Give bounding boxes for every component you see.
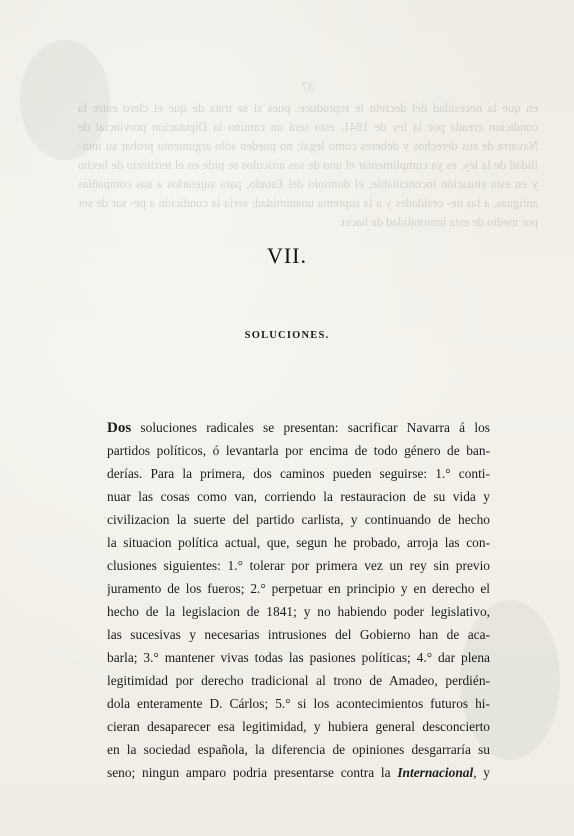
paper-stain xyxy=(20,40,110,160)
text-line-content: clusiones siguientes: 1.° tolerar por primera vez un rey sin previo xyxy=(107,558,490,573)
text-line xyxy=(107,508,490,531)
text-line-content: cieran desaparecer esa legitimidad, y hubiera general desconcierto xyxy=(107,719,490,734)
italic-term: Internacional xyxy=(397,765,474,780)
text-line xyxy=(107,761,490,784)
text-line-content: juramento de los fueros; 2.° perpetuar en principio y en derecho el xyxy=(107,581,490,596)
text-line xyxy=(107,439,490,462)
bleed-line: que el clero entre la condicion creada por la ley de 1841, esto xyxy=(77,101,538,134)
text-line xyxy=(107,554,490,577)
text-line xyxy=(107,669,490,692)
bleed-line: sar de ser por medio de esta inmoralidad de hacer. xyxy=(78,196,538,229)
text-line xyxy=(107,462,490,485)
paragraph-initial-word: Dos xyxy=(107,420,132,436)
bleed-line: y deberes como legal; no pueden sólo argumento probar su inut- xyxy=(77,139,410,153)
section-title: SOLUCIONES. xyxy=(244,330,330,341)
text-line-content: , y xyxy=(473,765,490,780)
text-line xyxy=(107,715,490,738)
text-line-content: en la sociedad española, la diferencia de opiniones desgarraría su xyxy=(107,742,490,757)
text-line-content: derías. Para la primera, dos caminos pueden seguirse: 1.° conti- xyxy=(107,466,490,481)
body-paragraph xyxy=(107,416,490,784)
text-line xyxy=(107,738,490,761)
text-line-content: dola enteramente D. Cárlos; 5.° si los acontecimientos futuros hi- xyxy=(107,696,490,711)
text-line-content: soluciones radicales se presentan: sacrificar Navarra á los xyxy=(131,420,490,435)
bleed-line: cesidades y a la suprema unanimidad; sería la condición a pe- xyxy=(129,196,444,210)
text-line-content: civilizacion la suerte del partido carlista, y continuando de hecho xyxy=(107,512,490,527)
text-line-content: hecho de la legislacion de 1841; y no habiendo poder legislativo, xyxy=(107,604,490,619)
bleed-page-number: 37 xyxy=(301,80,315,94)
text-line xyxy=(107,646,490,669)
bleed-line: será un camino la Diputacion provincial de Navarra de sus derechos xyxy=(78,120,538,153)
text-line-content: la situacion política actual, que, segun he probado, arroja las con- xyxy=(107,535,490,550)
text-line xyxy=(107,416,490,439)
text-line xyxy=(107,692,490,715)
text-line xyxy=(107,485,490,508)
bleed-line: en que la necesidad del decreto le reproduce, pues si se trata de xyxy=(192,101,538,115)
text-line-content: nuar las cosas como van, corriendo la restauracion de su vida y xyxy=(107,489,490,504)
text-line-content: barla; 3.° mantener vivas todas las pasiones políticas; 4.° dar plena xyxy=(107,650,490,665)
bleed-line: del Estado, para sujetarlos a sus compañías antiguas, a las ne- xyxy=(77,177,538,210)
text-line xyxy=(107,577,490,600)
text-line-content: seno; ningun amparo podria presentarse contra la xyxy=(107,765,398,780)
text-line xyxy=(107,600,490,623)
text-line-content: partidos políticos, ó levantarla por encima de todo género de ban- xyxy=(107,443,490,458)
bleed-line: ilidad de la ley, es ya cumplimentar el uno de sus artículos se pide xyxy=(202,158,538,172)
chapter-numeral: VII. xyxy=(266,243,308,268)
text-line-content: legitimidad por derecho tradicional al trono de Amadeo, perdién- xyxy=(107,673,490,688)
bleed-through-text xyxy=(78,78,538,232)
text-line xyxy=(107,623,490,646)
text-line-content: las sucesivas y necesarias intrusiones del Gobierno han de aca- xyxy=(107,627,490,642)
bleed-line: en el territorio de hecho y en esta situación inconciliable, el dominio xyxy=(78,158,538,191)
text-line xyxy=(107,531,490,554)
